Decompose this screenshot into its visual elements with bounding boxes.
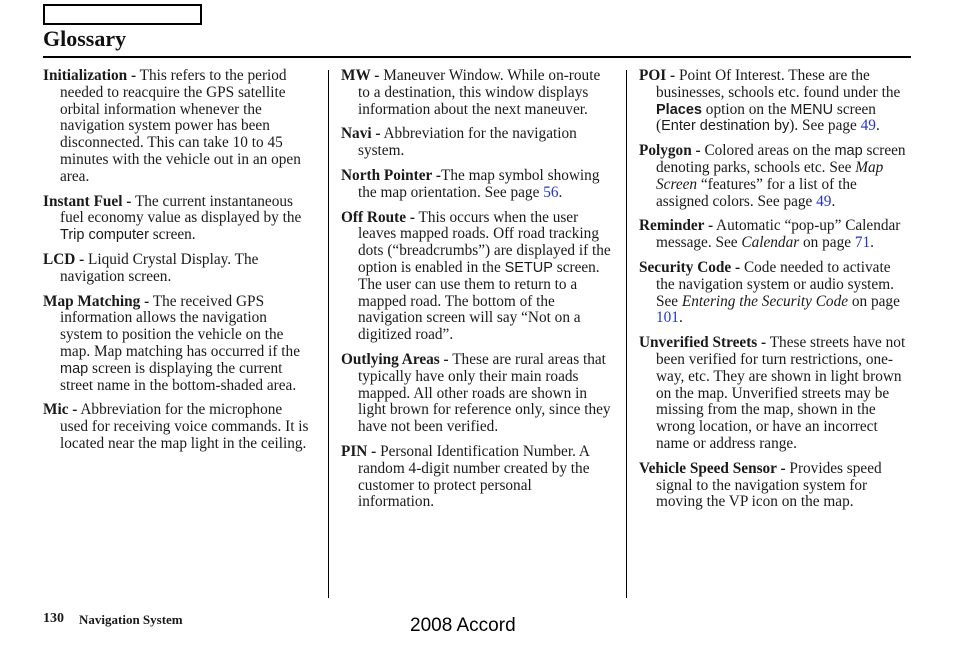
entry-security-code — [639, 260, 911, 327]
definition: . — [558, 183, 563, 201]
page-link[interactable]: 49 — [860, 117, 876, 135]
header-tab-box — [43, 4, 202, 25]
term: Outlying Areas - — [341, 350, 449, 368]
glossary-column-1 — [43, 68, 313, 461]
term: MW - — [341, 67, 380, 84]
ui-label: Trip computer — [60, 227, 149, 244]
entry-polygon — [639, 143, 911, 210]
definition: The current instantaneous fuel economy value as displayed by the — [60, 192, 302, 227]
ui-label: SETUP — [504, 259, 553, 276]
term: POI - — [639, 67, 676, 84]
column-divider-1 — [328, 70, 329, 598]
term: Mic - — [43, 401, 78, 419]
definition: . — [875, 117, 880, 135]
entry-lcd — [43, 252, 313, 286]
term: Vehicle Speed Sensor - — [639, 459, 786, 477]
term: Off Route - — [341, 208, 415, 226]
column-divider-2 — [626, 70, 627, 598]
term: Navi - — [341, 125, 381, 143]
page-link[interactable]: 49 — [816, 192, 832, 210]
definition: This refers to the period needed to reacquire the GPS satellite orbital information whenever the navigation system power has been disconnected. This can take 10 to 45 minutes with the vehicle out in an open area. — [60, 67, 301, 185]
definition: screen is displaying the current street name in the bottom-shaded area. — [60, 359, 297, 394]
term: Security Code - — [639, 258, 741, 276]
definition: These are rural areas that typically have only their main roads mapped. All other roads are shown in light brown for reference only, since they have not been verified. — [358, 350, 611, 436]
definition: screen denoting parks, schools etc. See — [656, 142, 906, 176]
page-link[interactable]: 56 — [543, 183, 559, 201]
term: Unverified Streets - — [639, 334, 767, 352]
reference-title: Calendar — [741, 234, 800, 252]
definition: screen ( — [656, 100, 876, 135]
definition: option on the — [701, 100, 791, 118]
ui-label: Places — [656, 101, 702, 118]
entry-pin — [341, 444, 611, 511]
definition: on page — [799, 234, 855, 252]
definition: This occurs when the user leaves mapped roads. Off road tracking dots (“breadcrumbs”) are displayed if the option is enabled in the — [358, 208, 611, 276]
page-number: 130 — [43, 611, 64, 626]
definition: The map symbol showing the map orientation. See page — [358, 166, 600, 201]
definition: Abbreviation for the navigation system. — [358, 125, 577, 160]
term: LCD - — [43, 250, 85, 268]
ui-label: map — [834, 143, 863, 160]
term: Polygon - — [639, 142, 701, 160]
entry-reminder — [639, 218, 911, 252]
page-link[interactable]: 101 — [656, 309, 679, 327]
entry-navi — [341, 126, 611, 160]
definition: screen. The user can use them to return to a mapped road. The bottom of the navigation screen will say “Not on a digitized road”. — [358, 258, 600, 344]
section-label: Navigation System — [79, 612, 183, 627]
entry-off-route — [341, 210, 611, 344]
definition: . — [831, 192, 836, 210]
ui-label: MENU — [790, 101, 834, 118]
definition: . — [870, 234, 874, 252]
definition: These streets have not been verified for turn restrictions, one-way, etc. They are shown in light brown on the map. Unverified streets may be missing from the map, shown in the wrong location, or have an incorrect name or address range. — [656, 334, 906, 452]
definition: ). See page — [789, 117, 861, 135]
entry-initialization — [43, 68, 313, 186]
glossary-column-3 — [639, 68, 911, 519]
reference-title: Entering the Security Code — [681, 292, 849, 310]
definition: on page — [848, 292, 900, 310]
definition: Liquid Crystal Display. The navigation screen. — [60, 250, 259, 285]
entry-instant-fuel — [43, 194, 313, 244]
entry-mic — [43, 402, 313, 452]
definition: “features” for a list of the assigned colors. See page — [656, 175, 857, 210]
definition: Colored areas on the — [700, 142, 835, 160]
page-title: Glossary — [43, 26, 127, 51]
term: North Pointer - — [341, 166, 441, 184]
term: PIN - — [341, 442, 377, 460]
entry-mw — [341, 68, 611, 118]
definition: Automatic “pop-up” Calendar message. See — [656, 217, 901, 252]
definition: screen. — [148, 226, 196, 244]
definition: Code needed to activate the navigation system or audio system. See — [656, 258, 894, 310]
entry-vehicle-speed-sensor — [639, 461, 911, 511]
glossary-column-2 — [341, 68, 611, 519]
definition: Provides speed signal to the navigation system for moving the VP icon on the map. — [656, 459, 882, 511]
definition: Point Of Interest. These are the businesses, schools etc. found under the — [656, 67, 901, 101]
reference-title: Map Screen — [656, 158, 884, 193]
term: Reminder - — [639, 217, 714, 235]
definition: Abbreviation for the microphone used for receiving voice commands. It is located near the map light in the ceiling. — [60, 401, 309, 452]
definition: Maneuver Window. While on-route to a destination, this window displays information about the next maneuver. — [358, 67, 601, 118]
entry-north-pointer — [341, 168, 611, 202]
entry-poi — [639, 68, 911, 135]
definition: The received GPS information allows the navigation system to position the vehicle on the map. Map matching has occurred if the — [60, 292, 300, 360]
ui-label: map — [60, 360, 89, 377]
ui-label: Enter destination by — [661, 118, 790, 135]
term: Instant Fuel - — [43, 192, 132, 210]
term: Initialization - — [43, 67, 137, 84]
definition: . — [678, 309, 683, 327]
entry-unverified-streets — [639, 335, 911, 453]
term: Map Matching - — [43, 292, 150, 310]
title-divider — [43, 56, 911, 58]
page-link[interactable]: 71 — [854, 234, 871, 252]
model-label: 2008 Accord — [410, 615, 516, 636]
entry-map-matching — [43, 294, 313, 395]
entry-outlying-areas — [341, 352, 611, 436]
definition: Personal Identification Number. A random 4-digit number created by the customer to protect personal information. — [358, 442, 590, 511]
